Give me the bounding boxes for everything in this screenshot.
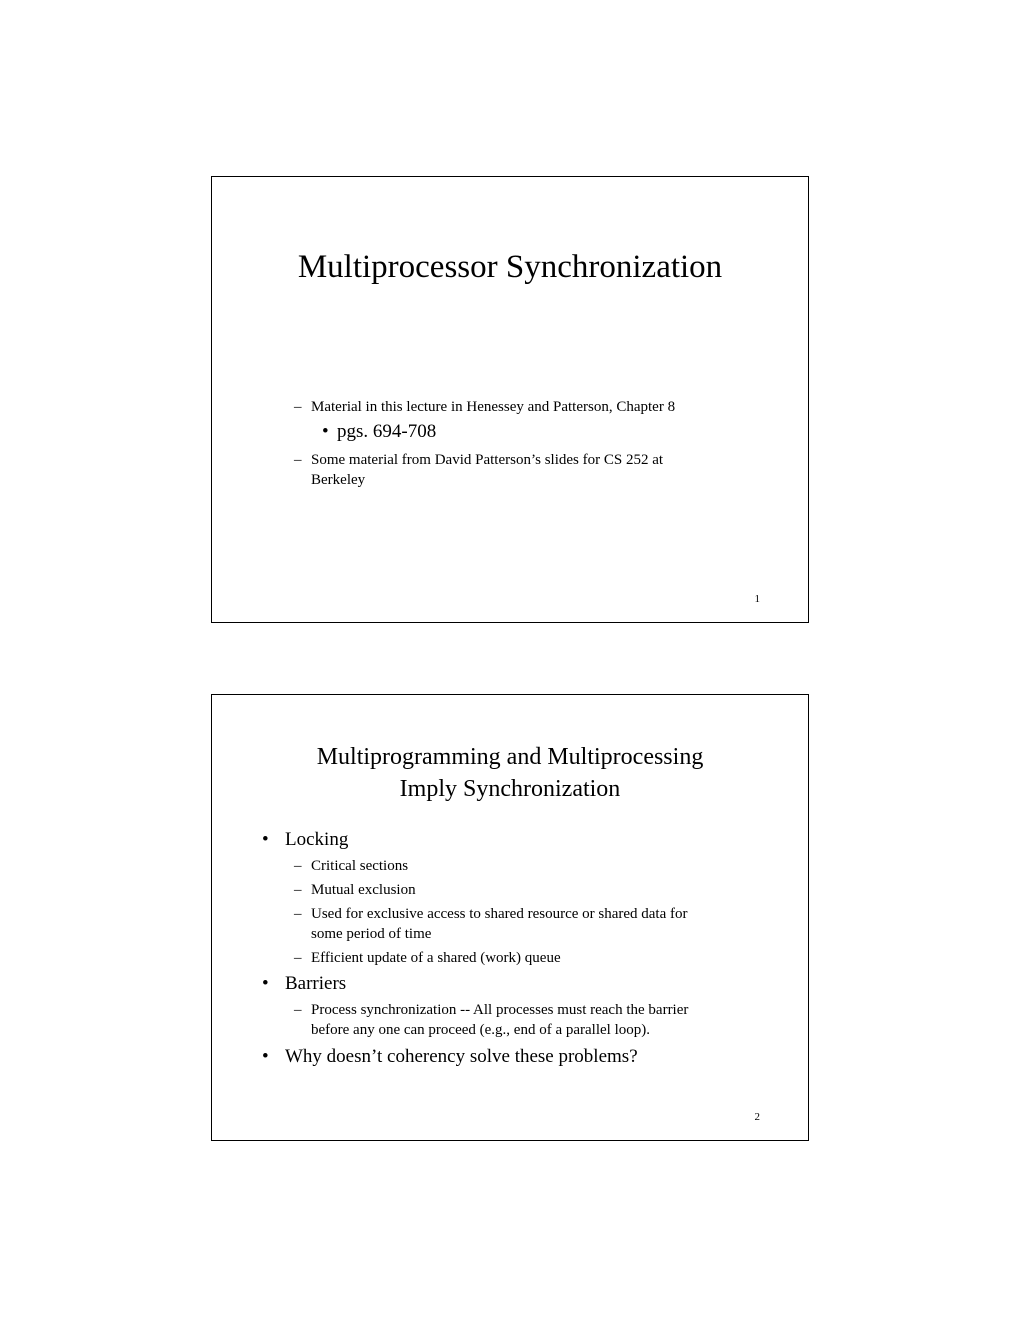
list-item-text: Some material from David Patterson’s slides for CS 252 at xyxy=(311,452,664,468)
list-item-text: Locking xyxy=(285,829,349,850)
list-item-text: Used for exclusive access to shared resource or shared data for xyxy=(311,906,688,922)
list-item-text: Berkeley xyxy=(311,472,366,488)
list-item-text: before any one can proceed (e.g., end of a parallel loop). xyxy=(311,1022,651,1038)
list-item-text: Critical sections xyxy=(311,858,409,874)
slide-2 xyxy=(211,694,809,1141)
dash-marker: – xyxy=(294,906,302,922)
slide-1-title: Multiprocessor Synchronization xyxy=(297,249,723,285)
bullet-marker: • xyxy=(262,973,269,994)
slide-2-title xyxy=(212,741,808,805)
bullet-marker: • xyxy=(262,1046,269,1067)
list-item-text: Process synchronization -- All processes must reach the barrier xyxy=(311,1002,689,1018)
slide-1 xyxy=(211,176,809,623)
bullet-marker: • xyxy=(322,421,329,442)
list-item-text: Mutual exclusion xyxy=(311,882,416,898)
list-item-text: some period of time xyxy=(311,926,432,942)
dash-marker: – xyxy=(294,950,302,966)
list-item-text: pgs. 694-708 xyxy=(337,421,437,442)
list-item-text: Barriers xyxy=(285,973,347,994)
page-number: 2 xyxy=(754,1111,760,1123)
title-line: Imply Synchronization xyxy=(399,776,621,802)
bullet-marker: • xyxy=(262,829,269,850)
dash-marker: – xyxy=(294,1002,302,1018)
list-item-text: Material in this lecture in Henessey and Patterson, Chapter 8 xyxy=(311,399,676,415)
title-line: Multiprogramming and Multiprocessing xyxy=(316,744,704,770)
dash-marker: – xyxy=(294,399,302,415)
list-item-text: Efficient update of a shared (work) queue xyxy=(311,950,561,966)
dash-marker: – xyxy=(294,858,302,874)
dash-marker: – xyxy=(294,882,302,898)
dash-marker: – xyxy=(294,452,302,468)
page-number: 1 xyxy=(754,593,760,605)
list-item-text: Why doesn’t coherency solve these problems? xyxy=(285,1046,638,1067)
